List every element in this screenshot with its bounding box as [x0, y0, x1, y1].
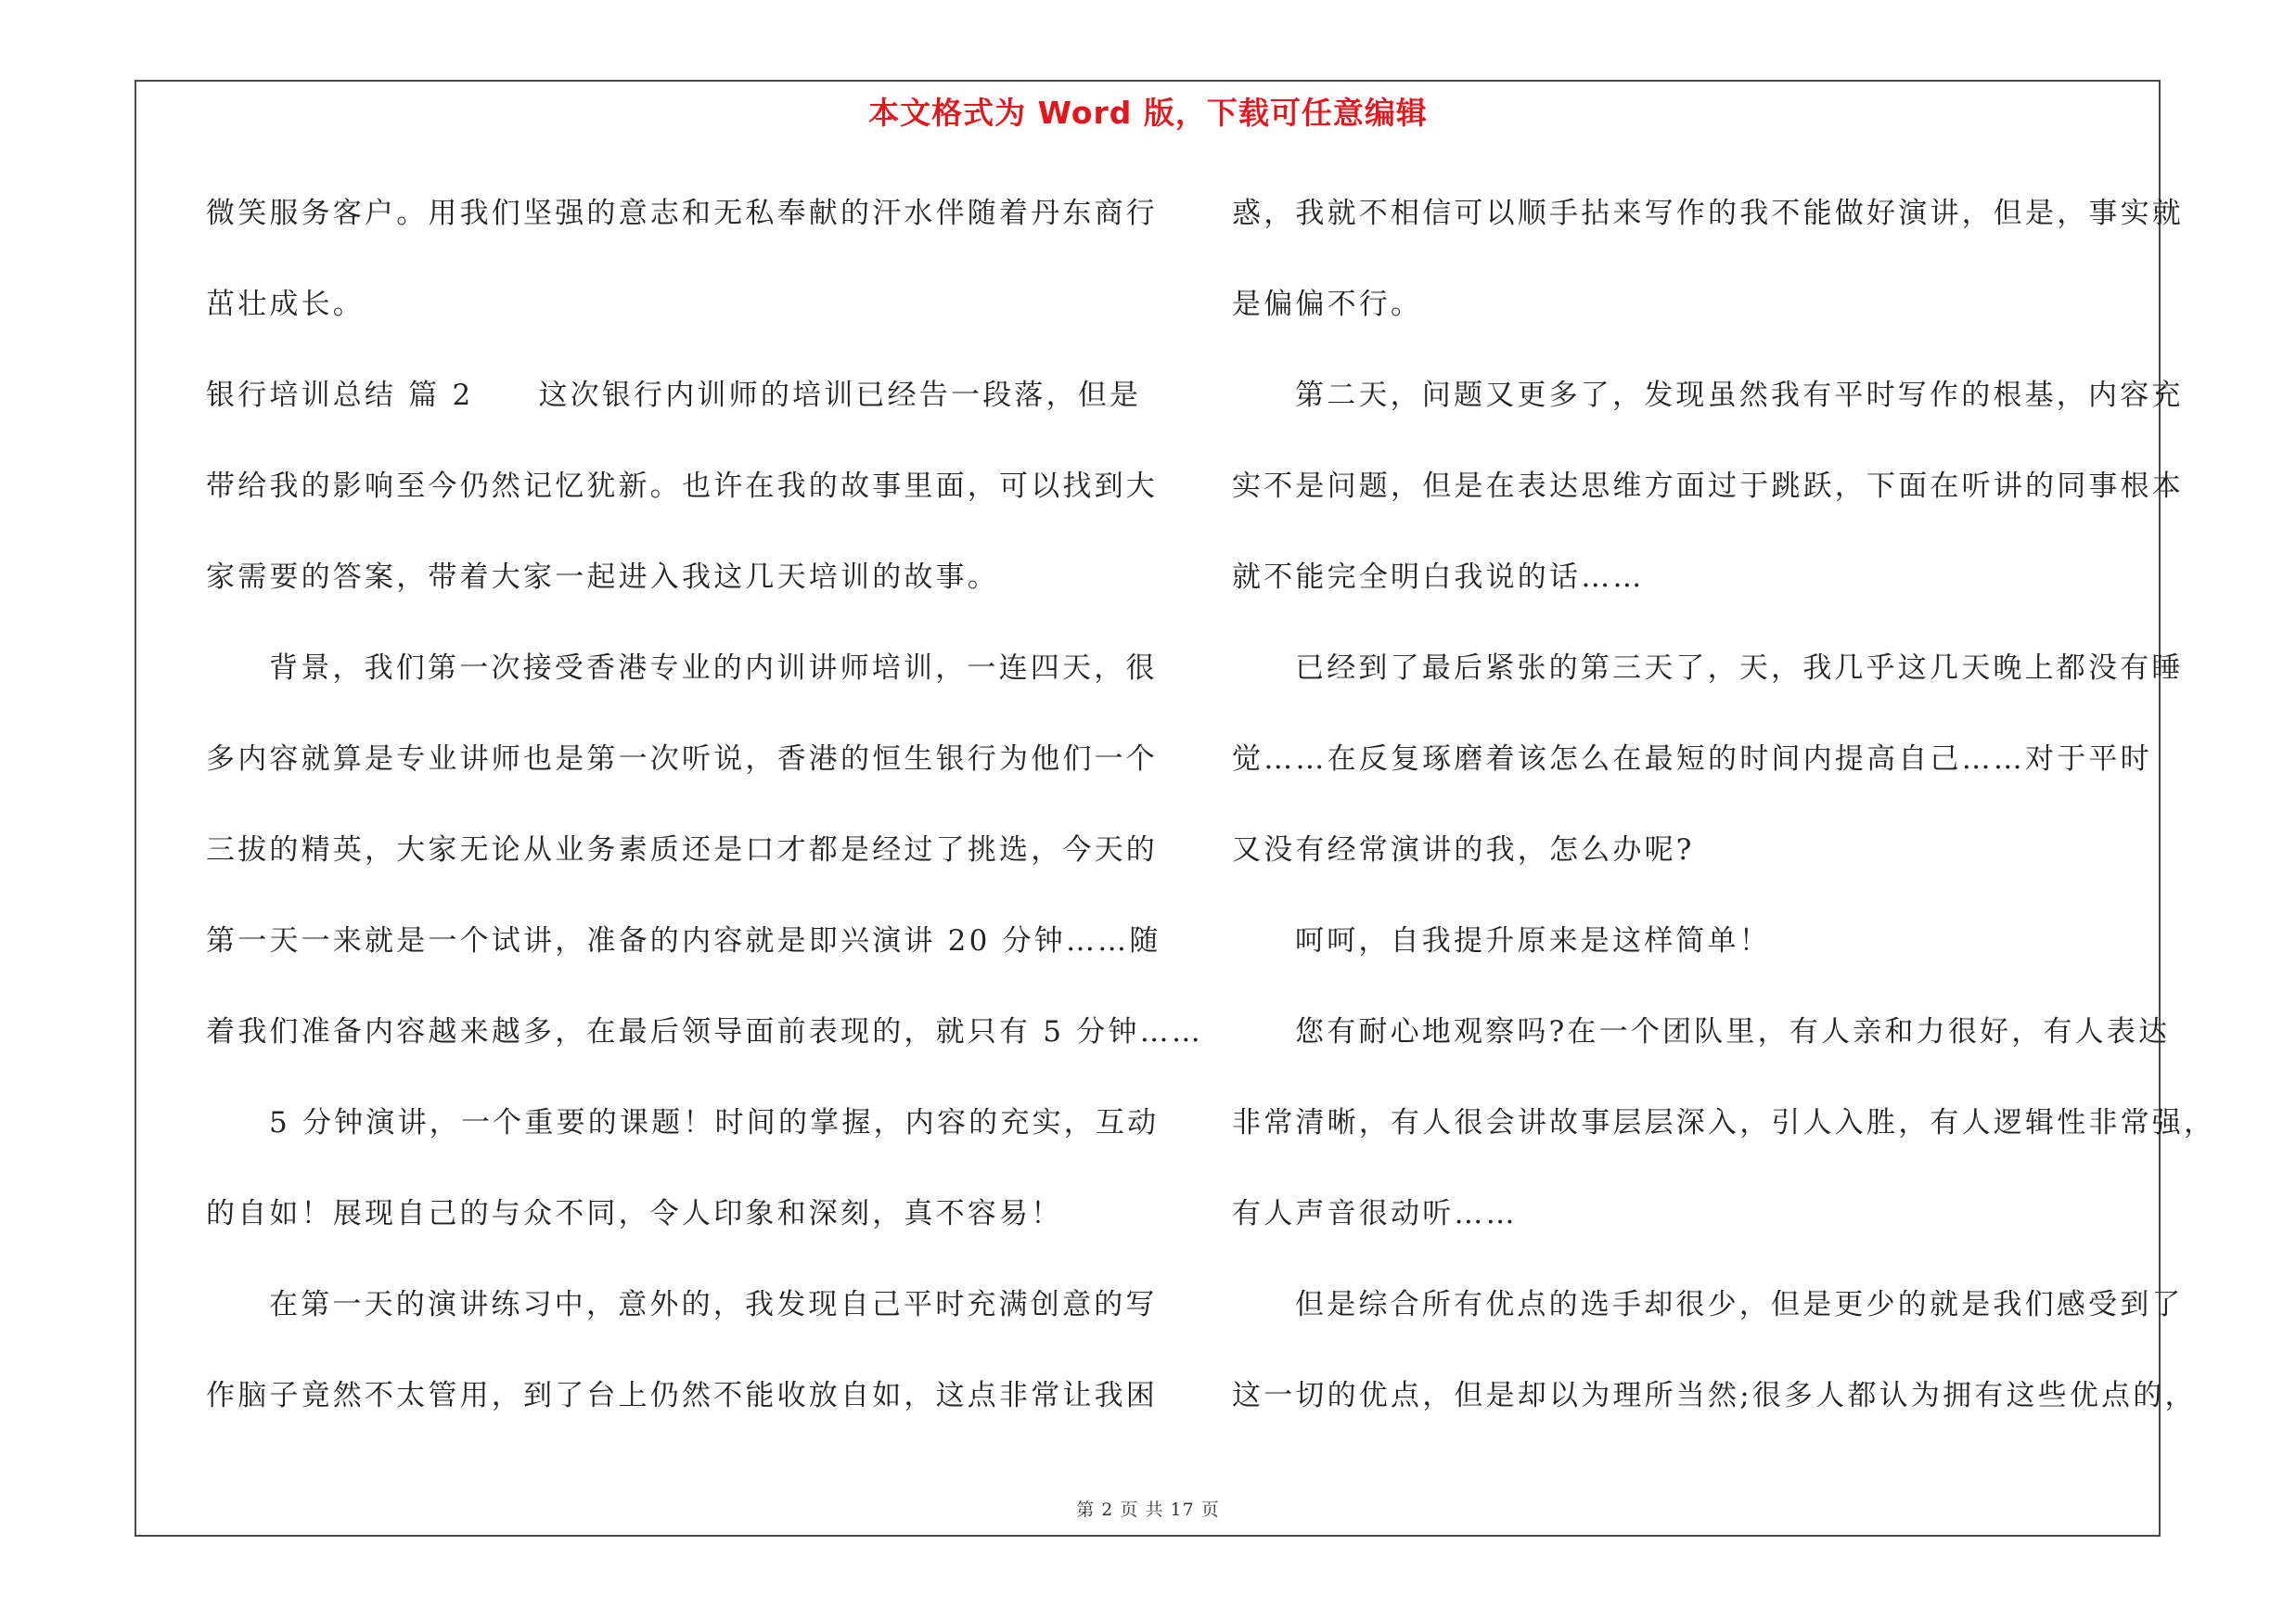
text-line: 觉……在反复琢磨着该怎么在最短的时间内提高自己……对于平时	[1232, 742, 2152, 776]
text-line: 就不能完全明白我说的话……	[1232, 560, 1645, 594]
right-column	[1232, 181, 2216, 1454]
text-line: 是偏偏不行。	[1232, 288, 1423, 321]
text-line: 三拔的精英，大家无论从业务素质还是口才都是经过了挑选，今天的	[206, 833, 1158, 867]
text-line: 又没有经常演讲的我，怎么办呢?	[1232, 833, 1695, 867]
text-line: 家需要的答案，带着大家一起进入我这几天培训的故事。	[206, 560, 999, 594]
text-line: 您有耐心地观察吗?在一个团队里，有人亲和力很好，有人表达	[1295, 1015, 2171, 1049]
text-line: 第二天，问题又更多了，发现虽然我有平时写作的根基，内容充	[1295, 379, 2184, 412]
section-heading: 银行培训总结 篇 2	[206, 379, 474, 412]
text-line: 但是综合所有优点的选手却很少，但是更少的就是我们感受到了	[1295, 1288, 2184, 1321]
text-line: 已经到了最后紧张的第三天了，天，我几乎这几天晚上都没有睡	[1295, 651, 2184, 685]
text-line: 非常清晰，有人很会讲故事层层深入，引人入胜，有人逻辑性非常强，	[1232, 1106, 2216, 1140]
text-line: 这一切的优点，但是却以为理所当然;很多人都认为拥有这些优点的，	[1232, 1379, 2197, 1412]
text-line: 多内容就算是专业讲师也是第一次听说，香港的恒生银行为他们一个	[206, 742, 1158, 776]
text-line: 背景，我们第一次接受香港专业的内训讲师培训，一连四天，很	[269, 651, 1158, 685]
text-line: 有人声音很动听……	[1232, 1197, 1518, 1230]
text-line: 茁壮成长。	[206, 288, 365, 321]
text-line: 作脑子竟然不太管用，到了台上仍然不能收放自如，这点非常让我困	[206, 1379, 1158, 1412]
text-line: 惑，我就不相信可以顺手拈来写作的我不能做好演讲，但是，事实就	[1232, 197, 2184, 230]
text-line: 5 分钟演讲，一个重要的课题！时间的掌握，内容的充实，互动	[269, 1106, 1160, 1140]
left-column	[206, 181, 1204, 1454]
text-line: 实不是问题，但是在表达思维方面过于跳跃，下面在听讲的同事根本	[1232, 470, 2184, 503]
page-number: 第 2 页 共 17 页	[1076, 1500, 1220, 1520]
header-banner: 本文格式为 Word 版，下载可任意编辑	[868, 95, 1428, 131]
text-line: 着我们准备内容越来越多，在最后领导面前表现的，就只有 5 分钟……	[206, 1015, 1204, 1049]
text-line: 微笑服务客户。用我们坚强的意志和无私奉献的汗水伴随着丹东商行	[206, 197, 1158, 230]
text-line: 在第一天的演讲练习中，意外的，我发现自己平时充满创意的写	[269, 1288, 1158, 1321]
text-line: 的自如！展现自己的与众不同，令人印象和深刻，真不容易！	[206, 1197, 1063, 1230]
text-line: 第一天一来就是一个试讲，准备的内容就是即兴演讲 20 分钟……随	[206, 924, 1161, 958]
text-line: 银行培训总结 篇 2 这次银行内训师的培训已经告一段落，但是	[206, 379, 1142, 412]
text-line: 带给我的影响至今仍然记忆犹新。也许在我的故事里面，可以找到大	[206, 470, 1158, 503]
text-line: 呵呵，自我提升原来是这样简单！	[1295, 924, 1771, 958]
